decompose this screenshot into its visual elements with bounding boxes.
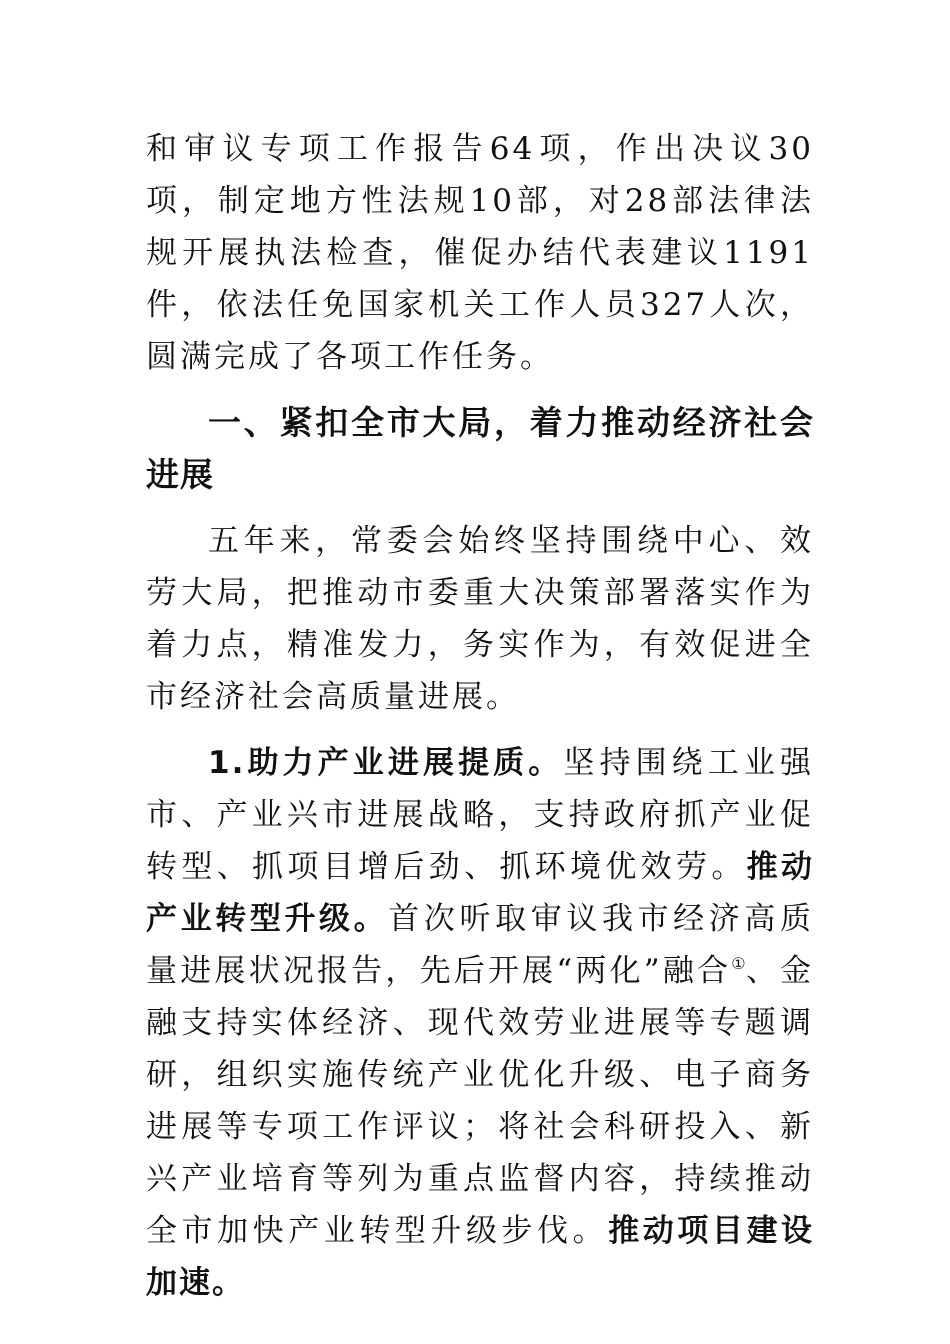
subsection-title: 1.助力产业进展提质。 bbox=[208, 745, 564, 781]
footnote-marker: ① bbox=[731, 954, 746, 973]
bold-lead-projects: 推动项目建设加速。 bbox=[146, 1213, 815, 1301]
overview-paragraph: 五年来，常委会始终坚持围绕中心、效劳大局，把推动市委重大决策部署落实作为着力点，精准发力，务实作为，有效促进全市经济社会高质量进展。 bbox=[146, 523, 814, 715]
section-heading: 一、紧扣全市大局，着力推动经济社会进展 bbox=[146, 403, 814, 494]
industry-text-1: 坚持围绕工业强市、产业兴市进展战略，支持政府抓产业促转型、抓项目增后劲、抓环境优效劳。 bbox=[146, 745, 814, 885]
industry-text-3: 、金融支持实体经济、现代效劳业进展等专题调研，组织实施传统产业优化升级、电子商务进展等专项工作评议；将社会科研投入、新兴产业培育等列为重点监督内容，持续推动全市加快产业转型升级步伐。 bbox=[146, 953, 815, 1249]
intro-paragraph: 和审议专项工作报告64项，作出决议30项，制定地方性法规10部，对28部法律法规开展执法检查，催促办结代表建议1191件，依法任免国家机关工作人员327人次，圆满完成了各项工作任务。 bbox=[146, 131, 814, 375]
industry-text-2: 首次听取审议我市经济高质量进展状况报告，先后开展“两化”融合 bbox=[146, 901, 815, 989]
industry-paragraph bbox=[146, 737, 814, 1309]
bold-lead-upgrade: 推动产业转型升级。 bbox=[146, 849, 815, 937]
document-body bbox=[146, 123, 814, 1309]
